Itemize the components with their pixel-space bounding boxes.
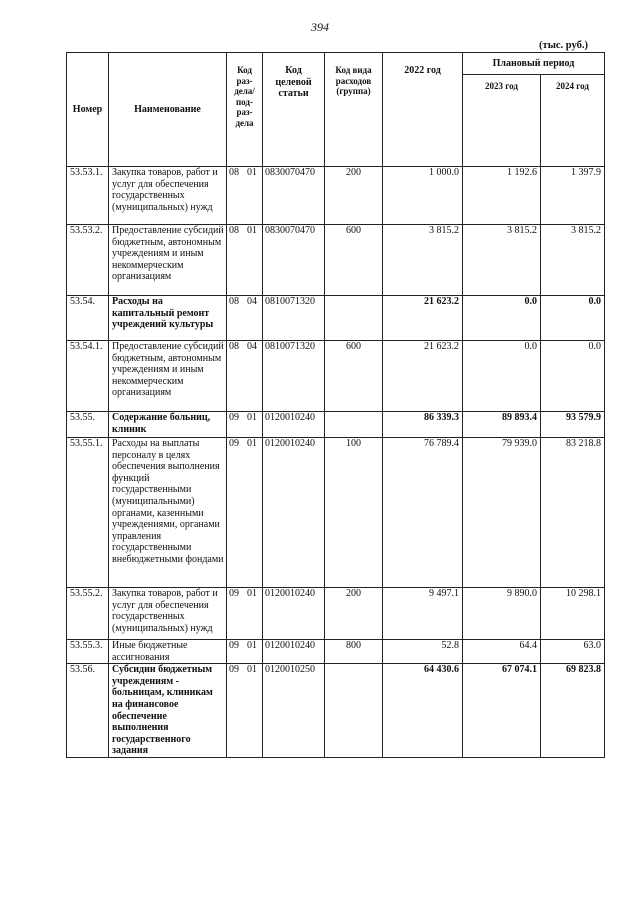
table-row [67,640,605,664]
subsection-code: 01 [247,438,257,449]
header-section: Код раз-дела/ под-раз-дела [227,53,263,167]
cell-target-code: 0120010240 [263,588,325,640]
cell-2024: 83 218.8 [541,438,605,588]
cell-name: Закупка товаров, работ и услуг для обеспечения государственных (муниципальных) нужд [109,167,227,225]
cell-number: 53.54.1. [67,341,109,412]
cell-2024: 93 579.9 [541,412,605,438]
header-2022: 2022 год [383,53,463,167]
cell-target-code: 0120010240 [263,640,325,664]
cell-target-code: 0120010240 [263,412,325,438]
cell-2023: 9 890.0 [463,588,541,640]
subsection-code: 04 [247,296,257,307]
cell-2024: 69 823.8 [541,664,605,758]
section-code: 08 [229,167,239,178]
section-code: 09 [229,588,239,599]
cell-expense-code: 200 [325,588,383,640]
cell-2023: 64.4 [463,640,541,664]
cell-name: Предоставление субсидий бюджетным, автономным учреждениям и иным некоммерческим организациям [109,225,227,296]
cell-target-code: 0830070470 [263,225,325,296]
cell-name: Расходы на выплаты персоналу в целях обеспечения выполнения функций государственными (муниципальными) органами, казенными учреждениями, органами управления государственными внебюджетными фондами [109,438,227,588]
cell-section [227,296,263,341]
section-code: 09 [229,438,239,449]
cell-number: 53.54. [67,296,109,341]
cell-name: Субсидии бюджетным учреждениям - больницам, клиникам на финансовое обеспечение выполнения государственного задания [109,664,227,758]
table-row [67,438,605,588]
cell-expense-code: 800 [325,640,383,664]
cell-2022: 86 339.3 [383,412,463,438]
cell-target-code: 0120010240 [263,438,325,588]
cell-number: 53.55.3. [67,640,109,664]
header-plan-period: Плановый период [463,53,605,75]
cell-2022: 21 623.2 [383,341,463,412]
cell-expense-code [325,664,383,758]
cell-2022: 76 789.4 [383,438,463,588]
cell-2023: 1 192.6 [463,167,541,225]
cell-2024: 0.0 [541,341,605,412]
cell-target-code: 0810071320 [263,341,325,412]
table-row [67,167,605,225]
section-code: 08 [229,296,239,307]
cell-2023: 0.0 [463,296,541,341]
cell-expense-code: 600 [325,225,383,296]
cell-2022: 9 497.1 [383,588,463,640]
cell-2023: 0.0 [463,341,541,412]
cell-name: Закупка товаров, работ и услуг для обеспечения государственных (муниципальных) нужд [109,588,227,640]
cell-expense-code: 200 [325,167,383,225]
cell-target-code: 0810071320 [263,296,325,341]
cell-2022: 1 000.0 [383,167,463,225]
section-code: 08 [229,225,239,236]
cell-name: Предоставление субсидий бюджетным, автономным учреждениям и иным некоммерческим организациям [109,341,227,412]
section-code: 09 [229,412,239,423]
cell-name: Иные бюджетные ассигнования [109,640,227,664]
cell-section [227,588,263,640]
subsection-code: 01 [247,640,257,651]
header-2023: 2023 год [463,75,541,167]
page-number: 394 [311,20,329,34]
cell-number: 53.56. [67,664,109,758]
cell-section [227,438,263,588]
cell-2022: 21 623.2 [383,296,463,341]
cell-target-code: 0120010250 [263,664,325,758]
section-code: 09 [229,664,239,676]
cell-section [227,640,263,664]
cell-expense-code [325,412,383,438]
table-row [67,664,605,758]
cell-number: 53.55. [67,412,109,438]
cell-section [227,341,263,412]
cell-section [227,664,263,758]
header-name: Наименование [109,53,227,167]
subsection-code: 01 [247,412,257,423]
cell-expense-code: 600 [325,341,383,412]
cell-number: 53.53.1. [67,167,109,225]
subsection-code: 01 [247,664,257,676]
section-code: 09 [229,640,239,651]
header-2024: 2024 год [541,75,605,167]
cell-2023: 67 074.1 [463,664,541,758]
cell-2024: 63.0 [541,640,605,664]
budget-table [66,52,605,758]
section-code: 08 [229,341,239,352]
cell-section [227,225,263,296]
cell-name: Расходы на капитальный ремонт учреждений культуры [109,296,227,341]
cell-2022: 52.8 [383,640,463,664]
header-number: Номер [67,53,109,167]
cell-2023: 79 939.0 [463,438,541,588]
subsection-code: 01 [247,588,257,599]
table-row [67,296,605,341]
subsection-code: 01 [247,167,257,178]
table-row [67,588,605,640]
table-row [67,225,605,296]
cell-target-code: 0830070470 [263,167,325,225]
cell-2024: 10 298.1 [541,588,605,640]
cell-number: 53.55.2. [67,588,109,640]
cell-section [227,167,263,225]
table-row [67,412,605,438]
cell-section [227,412,263,438]
cell-name: Содержание больниц, клиник [109,412,227,438]
cell-number: 53.53.2. [67,225,109,296]
cell-expense-code [325,296,383,341]
table-row [67,341,605,412]
subsection-code: 01 [247,225,257,236]
header-expense: Код вида расходов (группа) [325,53,383,167]
cell-2022: 3 815.2 [383,225,463,296]
cell-expense-code: 100 [325,438,383,588]
units-label: (тыс. руб.) [539,40,588,51]
cell-2024: 1 397.9 [541,167,605,225]
cell-2023: 3 815.2 [463,225,541,296]
cell-2024: 3 815.2 [541,225,605,296]
cell-2022: 64 430.6 [383,664,463,758]
cell-2024: 0.0 [541,296,605,341]
subsection-code: 04 [247,341,257,352]
cell-number: 53.55.1. [67,438,109,588]
cell-2023: 89 893.4 [463,412,541,438]
header-target: Код целевой статьи [263,53,325,167]
